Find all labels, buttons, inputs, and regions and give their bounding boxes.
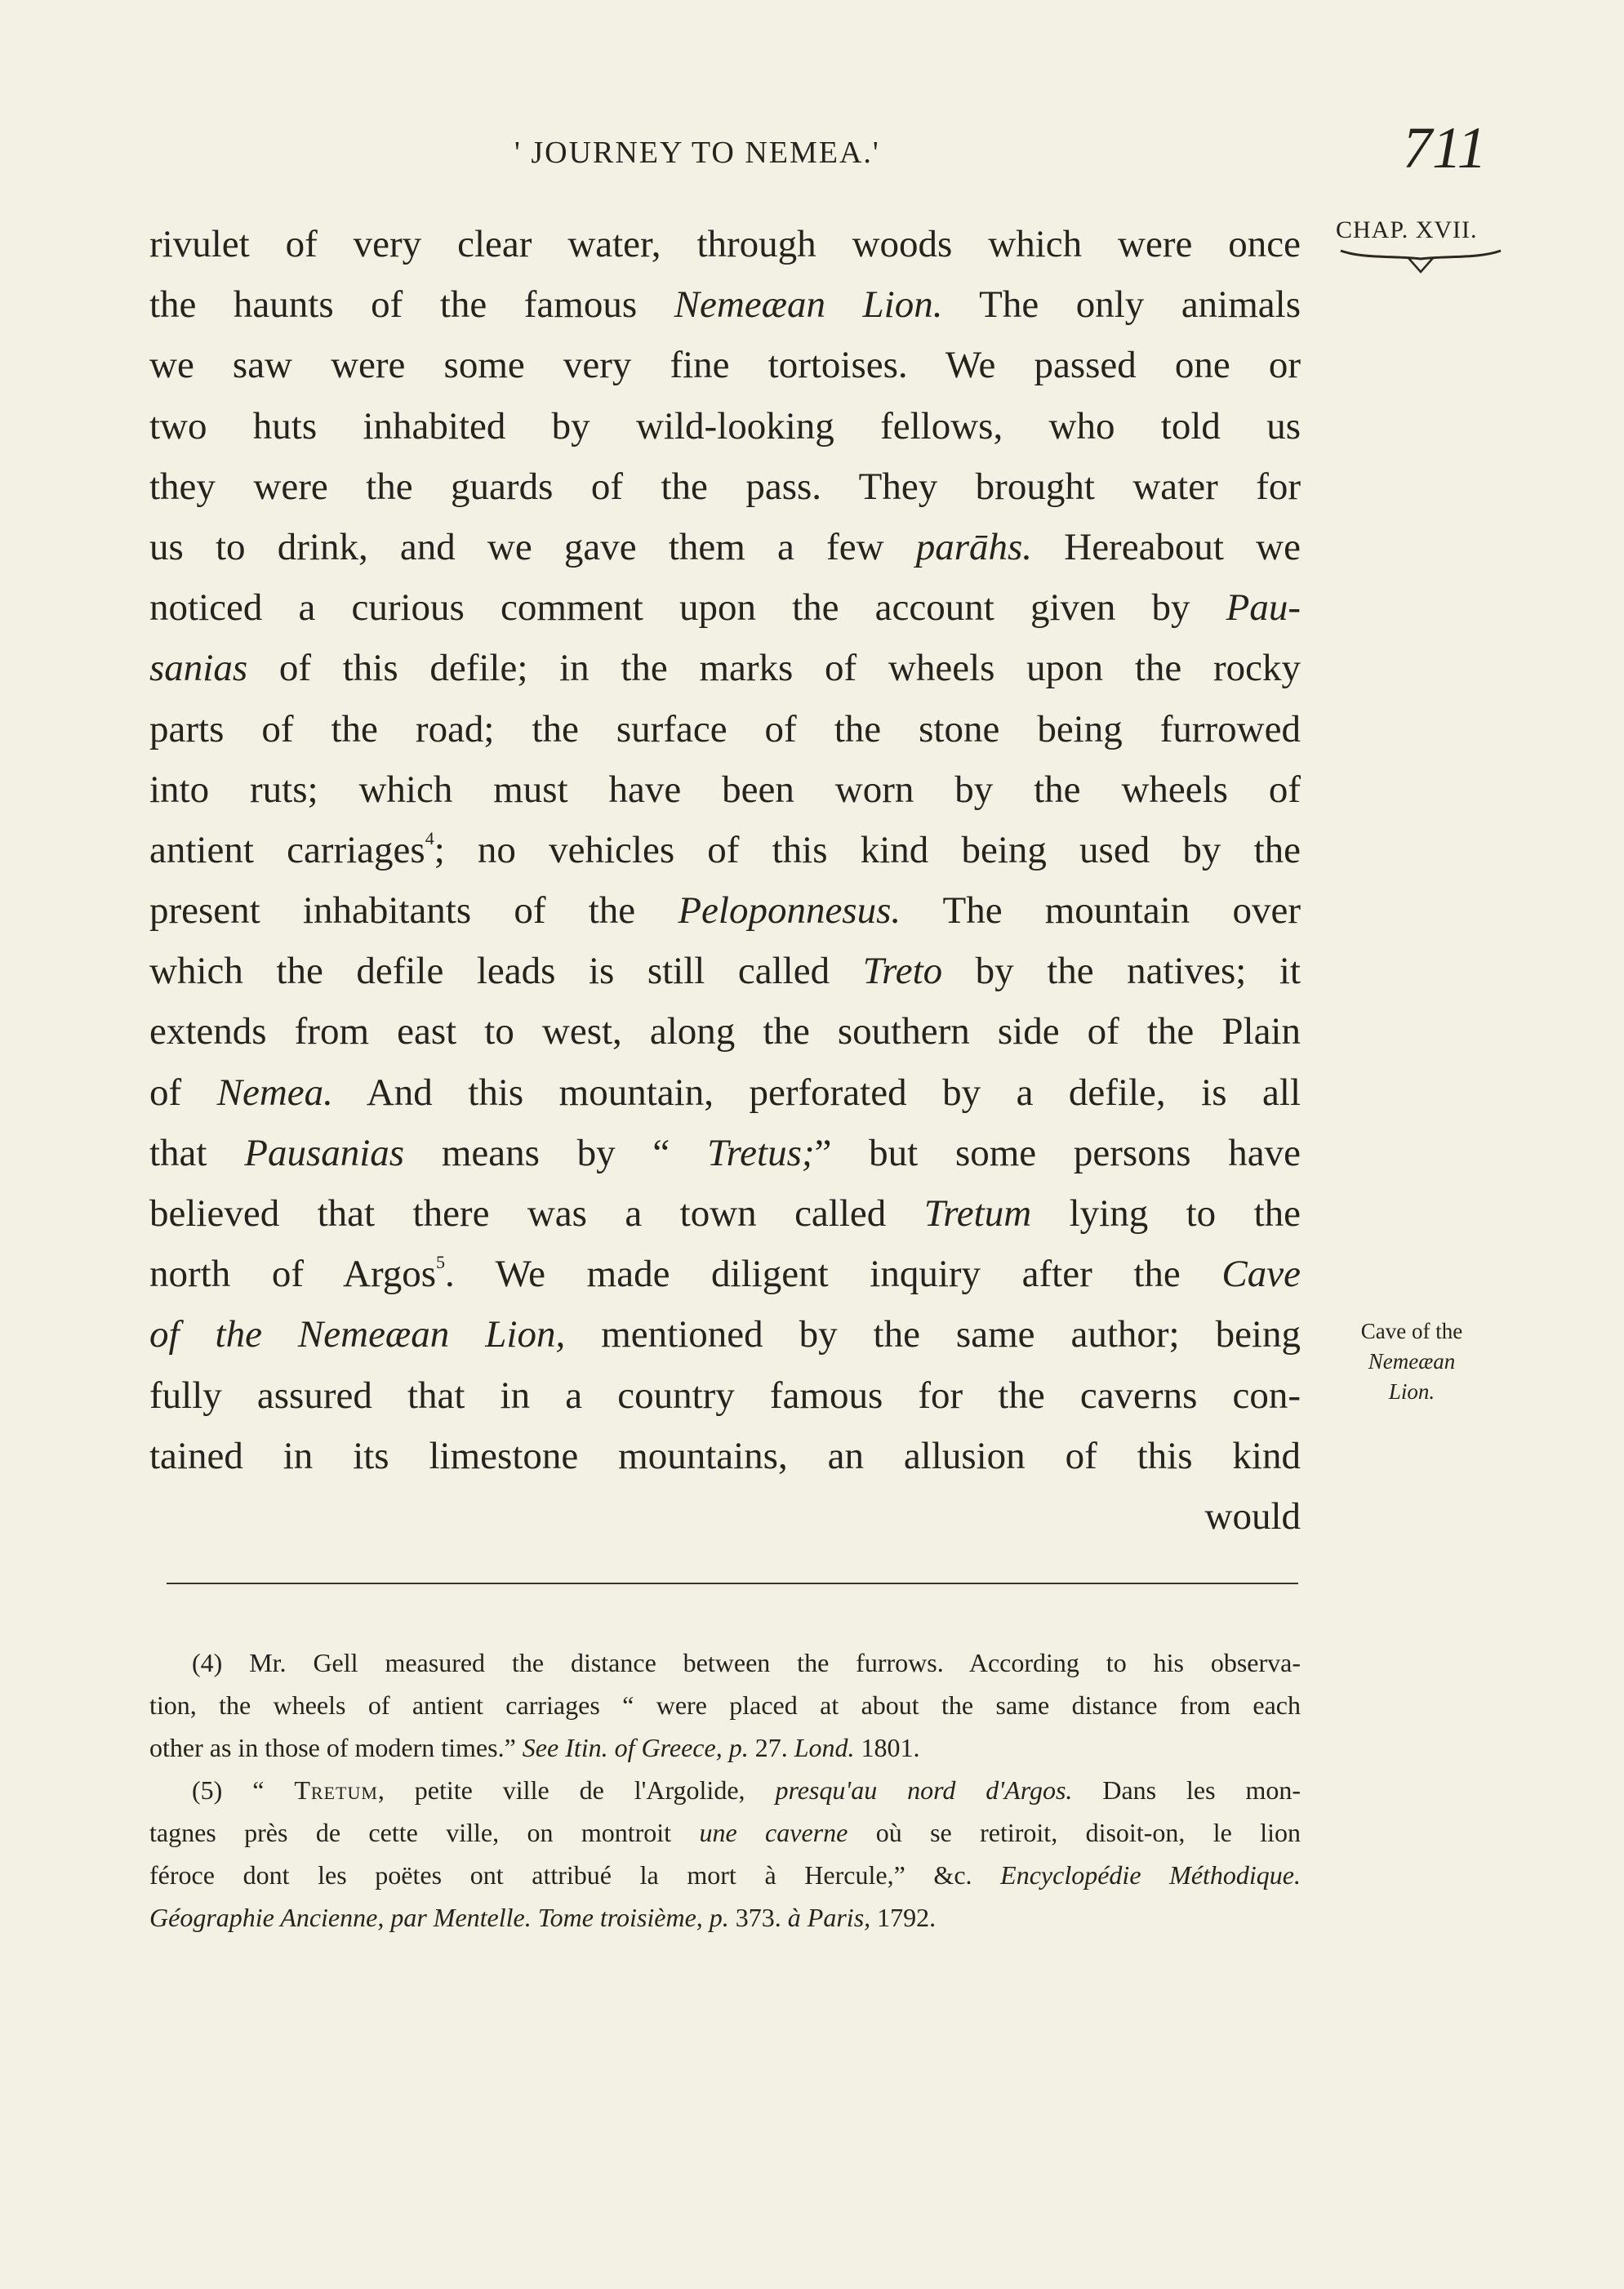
body-line: of the Nemeæan Lion, mentioned by the same author; being [149, 1313, 1301, 1356]
footnote-line: (5) “ Tretum, petite ville de l'Argolide, presqu'au nord d'Argos. Dans les mon- [192, 1775, 1301, 1805]
body-line: believed that there was a town called Tretum lying to the [149, 1192, 1301, 1235]
page-number: 711 [1403, 115, 1487, 180]
body-line: we saw were some very fine tortoises. We passed one or [149, 344, 1301, 387]
footnote-line: Géographie Ancienne, par Mentelle. Tome troisième, p. 373. à Paris, 1792. [149, 1903, 937, 1932]
body-line: they were the guards of the pass. They brought water for [149, 465, 1301, 508]
footnote-rule [167, 1583, 1298, 1584]
body-line: parts of the road; the surface of the stone being furrowed [149, 707, 1301, 750]
body-line: rivulet of very clear water, through woods which were once [149, 223, 1301, 265]
body-line: into ruts; which must have been worn by the wheels of [149, 768, 1301, 811]
body-line: us to drink, and we gave them a few parāhs. Hereabout we [149, 525, 1301, 568]
chapter-label: CHAP. XVII. [1336, 216, 1478, 243]
margin-note-line: Nemeæan [1368, 1349, 1456, 1374]
footnotes [149, 1641, 1301, 1939]
body-line: noticed a curious comment upon the account given by Pau- [149, 586, 1301, 630]
body-line: would [1204, 1494, 1301, 1538]
footnote-line: tion, the wheels of antient carriages “ were placed at about the same distance from each [149, 1690, 1301, 1720]
body-line: the haunts of the famous Nemeæan Lion. The only animals [149, 283, 1301, 327]
body-line: fully assured that in a country famous for the caverns con- [149, 1374, 1301, 1417]
running-header: ' JOURNEY TO NEMEA.' [514, 136, 880, 170]
footnote-line: (4) Mr. Gell measured the distance between the furrows. According to his observa- [192, 1648, 1301, 1677]
body-line: present inhabitants of the Peloponnesus. The mountain over [149, 889, 1301, 933]
body-text [149, 214, 1301, 1547]
footnote-line: tagnes près de cette ville, on montroit une caverne où se retiroit, disoit-on, le lion [149, 1818, 1301, 1847]
body-line: two huts inhabited by wild-looking fellows, who told us [149, 404, 1301, 448]
footnote-line: other as in those of modern times.” See Itin. of Greece, p. 27. Lond. 1801. [149, 1733, 920, 1762]
footnote-line: féroce dont les poëtes ont attribué la mort à Hercule,” &c. Encyclopédie Méthodique. [149, 1860, 1301, 1890]
chapter-brace-icon [1339, 247, 1502, 275]
body-line: sanias of this defile; in the marks of wheels upon the rocky [149, 647, 1301, 690]
body-line: north of Argos$^5$. We made diligent inquiry after the Cave [149, 1252, 1301, 1296]
margin-note-line: Lion. [1388, 1379, 1435, 1404]
margin-note [1334, 1316, 1489, 1407]
body-line: tained in its limestone mountains, an allusion of this kind [149, 1434, 1301, 1477]
body-line: which the defile leads is still called Treto by the natives; it [149, 950, 1301, 993]
body-line: extends from east to west, along the southern side of the Plain [149, 1010, 1301, 1053]
body-line: that Pausanias means by “ Tretus;” but some persons have [149, 1131, 1301, 1174]
margin-note-line: Cave of the [1360, 1319, 1463, 1343]
body-line: antient carriages$^4$; no vehicles of this kind being used by the [149, 827, 1301, 871]
body-line: of Nemea. And this mountain, perforated by a defile, is all [149, 1071, 1301, 1114]
